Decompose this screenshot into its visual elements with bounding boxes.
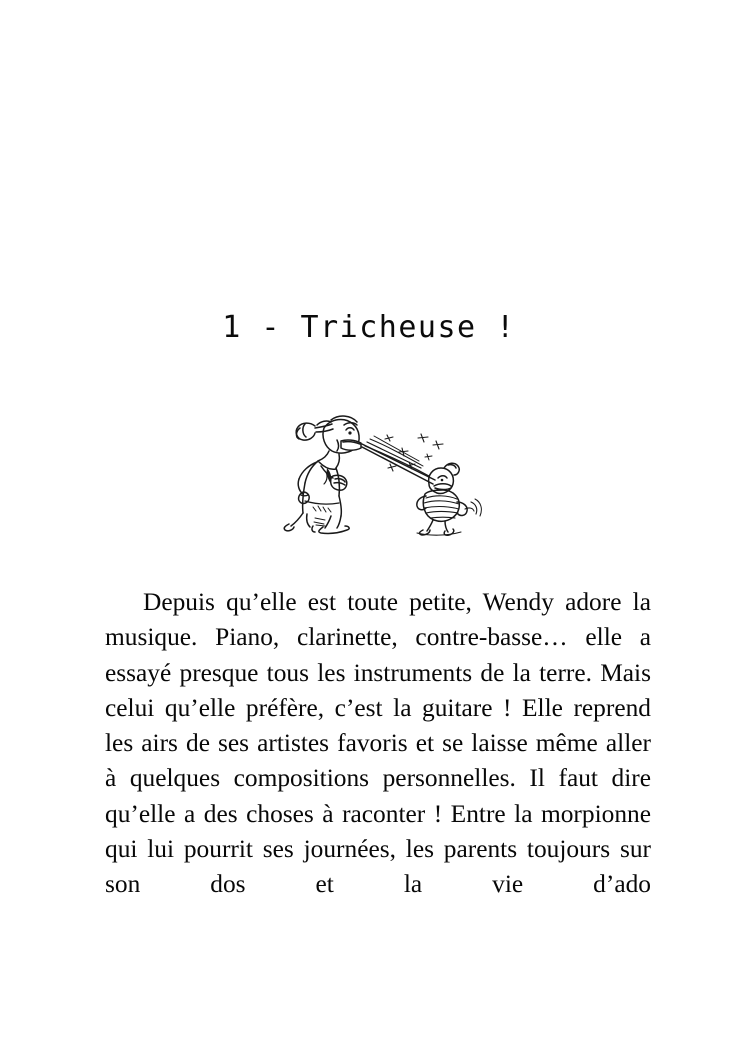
paragraph-opening: Depuis qu’elle est toute petite, Wendy adore la musique. Piano, clarinette, contre-basse… elle a essayé presque tous les instruments de la terre. Mais celui qu’elle préfère, c’est la guitare ! Elle reprend les airs de ses artistes favoris et se laisse même aller à quelques compositions personnelles. Il faut dire qu’elle a des choses à raconter ! Entre la morpionne qui lui pourrit ses journées, les parents toujours sur son dos et la vie d’ado bbox=[105, 588, 651, 899]
body-text-block bbox=[105, 585, 651, 938]
chapter-illustration bbox=[269, 406, 489, 538]
chapter-title: 1 - Tricheuse ! bbox=[222, 310, 516, 345]
